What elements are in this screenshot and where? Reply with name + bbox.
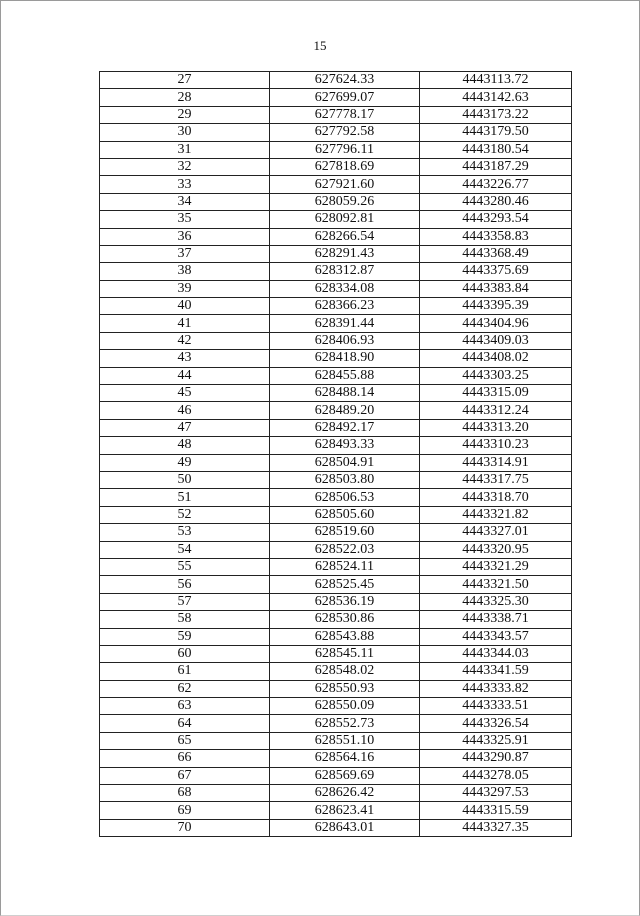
point-number-cell: 55 [100, 558, 270, 575]
table-row [100, 454, 572, 471]
y-coordinate-cell: 4443341.59 [420, 663, 572, 680]
point-number-cell: 62 [100, 680, 270, 697]
table-row [100, 471, 572, 488]
y-coordinate-cell: 4443315.09 [420, 385, 572, 402]
x-coordinate-cell: 628291.43 [270, 245, 420, 262]
table-row [100, 645, 572, 662]
table-row [100, 124, 572, 141]
point-number-cell: 43 [100, 350, 270, 367]
y-coordinate-cell: 4443325.30 [420, 593, 572, 610]
y-coordinate-cell: 4443297.53 [420, 785, 572, 802]
x-coordinate-cell: 628522.03 [270, 541, 420, 558]
point-number-cell: 58 [100, 611, 270, 628]
table-row [100, 419, 572, 436]
table-row [100, 228, 572, 245]
y-coordinate-cell: 4443312.24 [420, 402, 572, 419]
point-number-cell: 47 [100, 419, 270, 436]
x-coordinate-cell: 628505.60 [270, 506, 420, 523]
x-coordinate-cell: 628504.91 [270, 454, 420, 471]
table-row [100, 663, 572, 680]
coordinates-table [99, 71, 572, 837]
table-row [100, 576, 572, 593]
point-number-cell: 34 [100, 193, 270, 210]
point-number-cell: 33 [100, 176, 270, 193]
table-row [100, 158, 572, 175]
y-coordinate-cell: 4443404.96 [420, 315, 572, 332]
point-number-cell: 38 [100, 263, 270, 280]
y-coordinate-cell: 4443344.03 [420, 645, 572, 662]
point-number-cell: 41 [100, 315, 270, 332]
y-coordinate-cell: 4443280.46 [420, 193, 572, 210]
y-coordinate-cell: 4443113.72 [420, 72, 572, 89]
x-coordinate-cell: 628503.80 [270, 471, 420, 488]
point-number-cell: 61 [100, 663, 270, 680]
y-coordinate-cell: 4443408.02 [420, 350, 572, 367]
x-coordinate-cell: 627921.60 [270, 176, 420, 193]
x-coordinate-cell: 628550.09 [270, 698, 420, 715]
table-row [100, 72, 572, 89]
point-number-cell: 70 [100, 819, 270, 836]
x-coordinate-cell: 628455.88 [270, 367, 420, 384]
table-row [100, 193, 572, 210]
y-coordinate-cell: 4443321.29 [420, 558, 572, 575]
table-row [100, 263, 572, 280]
x-coordinate-cell: 628643.01 [270, 819, 420, 836]
point-number-cell: 52 [100, 506, 270, 523]
table-row [100, 489, 572, 506]
y-coordinate-cell: 4443327.01 [420, 524, 572, 541]
x-coordinate-cell: 628564.16 [270, 750, 420, 767]
x-coordinate-cell: 628550.93 [270, 680, 420, 697]
y-coordinate-cell: 4443321.50 [420, 576, 572, 593]
table-row [100, 785, 572, 802]
y-coordinate-cell: 4443321.82 [420, 506, 572, 523]
y-coordinate-cell: 4443358.83 [420, 228, 572, 245]
table-row [100, 176, 572, 193]
x-coordinate-cell: 628626.42 [270, 785, 420, 802]
y-coordinate-cell: 4443326.54 [420, 715, 572, 732]
y-coordinate-cell: 4443293.54 [420, 211, 572, 228]
y-coordinate-cell: 4443383.84 [420, 280, 572, 297]
y-coordinate-cell: 4443180.54 [420, 141, 572, 158]
table-row [100, 367, 572, 384]
table-row [100, 767, 572, 784]
y-coordinate-cell: 4443290.87 [420, 750, 572, 767]
table-row [100, 315, 572, 332]
table-row [100, 437, 572, 454]
x-coordinate-cell: 628545.11 [270, 645, 420, 662]
point-number-cell: 29 [100, 106, 270, 123]
y-coordinate-cell: 4443338.71 [420, 611, 572, 628]
y-coordinate-cell: 4443327.35 [420, 819, 572, 836]
y-coordinate-cell: 4443187.29 [420, 158, 572, 175]
y-coordinate-cell: 4443375.69 [420, 263, 572, 280]
point-number-cell: 30 [100, 124, 270, 141]
x-coordinate-cell: 628524.11 [270, 558, 420, 575]
y-coordinate-cell: 4443142.63 [420, 89, 572, 106]
table-row [100, 802, 572, 819]
point-number-cell: 32 [100, 158, 270, 175]
x-coordinate-cell: 628536.19 [270, 593, 420, 610]
table-row [100, 558, 572, 575]
coordinates-table-body [100, 72, 572, 837]
y-coordinate-cell: 4443320.95 [420, 541, 572, 558]
x-coordinate-cell: 627792.58 [270, 124, 420, 141]
point-number-cell: 48 [100, 437, 270, 454]
point-number-cell: 54 [100, 541, 270, 558]
table-row [100, 141, 572, 158]
point-number-cell: 31 [100, 141, 270, 158]
point-number-cell: 57 [100, 593, 270, 610]
y-coordinate-cell: 4443179.50 [420, 124, 572, 141]
x-coordinate-cell: 628493.33 [270, 437, 420, 454]
point-number-cell: 51 [100, 489, 270, 506]
table-row [100, 593, 572, 610]
point-number-cell: 56 [100, 576, 270, 593]
x-coordinate-cell: 628548.02 [270, 663, 420, 680]
point-number-cell: 45 [100, 385, 270, 402]
x-coordinate-cell: 628266.54 [270, 228, 420, 245]
table-row [100, 245, 572, 262]
x-coordinate-cell: 628530.86 [270, 611, 420, 628]
x-coordinate-cell: 627624.33 [270, 72, 420, 89]
x-coordinate-cell: 628623.41 [270, 802, 420, 819]
point-number-cell: 27 [100, 72, 270, 89]
y-coordinate-cell: 4443368.49 [420, 245, 572, 262]
x-coordinate-cell: 628334.08 [270, 280, 420, 297]
y-coordinate-cell: 4443278.05 [420, 767, 572, 784]
point-number-cell: 59 [100, 628, 270, 645]
table-row [100, 698, 572, 715]
point-number-cell: 40 [100, 298, 270, 315]
x-coordinate-cell: 628525.45 [270, 576, 420, 593]
point-number-cell: 63 [100, 698, 270, 715]
table-row [100, 628, 572, 645]
x-coordinate-cell: 628506.53 [270, 489, 420, 506]
y-coordinate-cell: 4443318.70 [420, 489, 572, 506]
x-coordinate-cell: 627699.07 [270, 89, 420, 106]
y-coordinate-cell: 4443310.23 [420, 437, 572, 454]
point-number-cell: 65 [100, 732, 270, 749]
point-number-cell: 36 [100, 228, 270, 245]
y-coordinate-cell: 4443333.82 [420, 680, 572, 697]
y-coordinate-cell: 4443409.03 [420, 332, 572, 349]
x-coordinate-cell: 628312.87 [270, 263, 420, 280]
point-number-cell: 44 [100, 367, 270, 384]
x-coordinate-cell: 628519.60 [270, 524, 420, 541]
x-coordinate-cell: 628391.44 [270, 315, 420, 332]
y-coordinate-cell: 4443314.91 [420, 454, 572, 471]
y-coordinate-cell: 4443315.59 [420, 802, 572, 819]
table-row [100, 332, 572, 349]
table-row [100, 280, 572, 297]
table-row [100, 402, 572, 419]
point-number-cell: 53 [100, 524, 270, 541]
x-coordinate-cell: 628059.26 [270, 193, 420, 210]
table-row [100, 385, 572, 402]
point-number-cell: 64 [100, 715, 270, 732]
table-row [100, 750, 572, 767]
point-number-cell: 68 [100, 785, 270, 802]
table-row [100, 298, 572, 315]
y-coordinate-cell: 4443395.39 [420, 298, 572, 315]
x-coordinate-cell: 628418.90 [270, 350, 420, 367]
y-coordinate-cell: 4443173.22 [420, 106, 572, 123]
y-coordinate-cell: 4443325.91 [420, 732, 572, 749]
x-coordinate-cell: 628543.88 [270, 628, 420, 645]
point-number-cell: 35 [100, 211, 270, 228]
table-row [100, 541, 572, 558]
point-number-cell: 50 [100, 471, 270, 488]
x-coordinate-cell: 627818.69 [270, 158, 420, 175]
page-number: 15 [313, 38, 327, 53]
point-number-cell: 67 [100, 767, 270, 784]
point-number-cell: 69 [100, 802, 270, 819]
table-row [100, 89, 572, 106]
x-coordinate-cell: 628488.14 [270, 385, 420, 402]
table-row [100, 680, 572, 697]
point-number-cell: 60 [100, 645, 270, 662]
table-row [100, 732, 572, 749]
point-number-cell: 49 [100, 454, 270, 471]
y-coordinate-cell: 4443317.75 [420, 471, 572, 488]
point-number-cell: 28 [100, 89, 270, 106]
point-number-cell: 39 [100, 280, 270, 297]
x-coordinate-cell: 627778.17 [270, 106, 420, 123]
y-coordinate-cell: 4443226.77 [420, 176, 572, 193]
x-coordinate-cell: 628092.81 [270, 211, 420, 228]
y-coordinate-cell: 4443313.20 [420, 419, 572, 436]
table-row [100, 350, 572, 367]
x-coordinate-cell: 628406.93 [270, 332, 420, 349]
table-row [100, 211, 572, 228]
table-row [100, 715, 572, 732]
y-coordinate-cell: 4443303.25 [420, 367, 572, 384]
table-row [100, 611, 572, 628]
point-number-cell: 37 [100, 245, 270, 262]
y-coordinate-cell: 4443333.51 [420, 698, 572, 715]
table-row [100, 524, 572, 541]
point-number-cell: 42 [100, 332, 270, 349]
x-coordinate-cell: 627796.11 [270, 141, 420, 158]
x-coordinate-cell: 628552.73 [270, 715, 420, 732]
x-coordinate-cell: 628551.10 [270, 732, 420, 749]
x-coordinate-cell: 628489.20 [270, 402, 420, 419]
table-row [100, 819, 572, 836]
x-coordinate-cell: 628569.69 [270, 767, 420, 784]
y-coordinate-cell: 4443343.57 [420, 628, 572, 645]
point-number-cell: 46 [100, 402, 270, 419]
point-number-cell: 66 [100, 750, 270, 767]
table-row [100, 106, 572, 123]
x-coordinate-cell: 628366.23 [270, 298, 420, 315]
x-coordinate-cell: 628492.17 [270, 419, 420, 436]
table-row [100, 506, 572, 523]
